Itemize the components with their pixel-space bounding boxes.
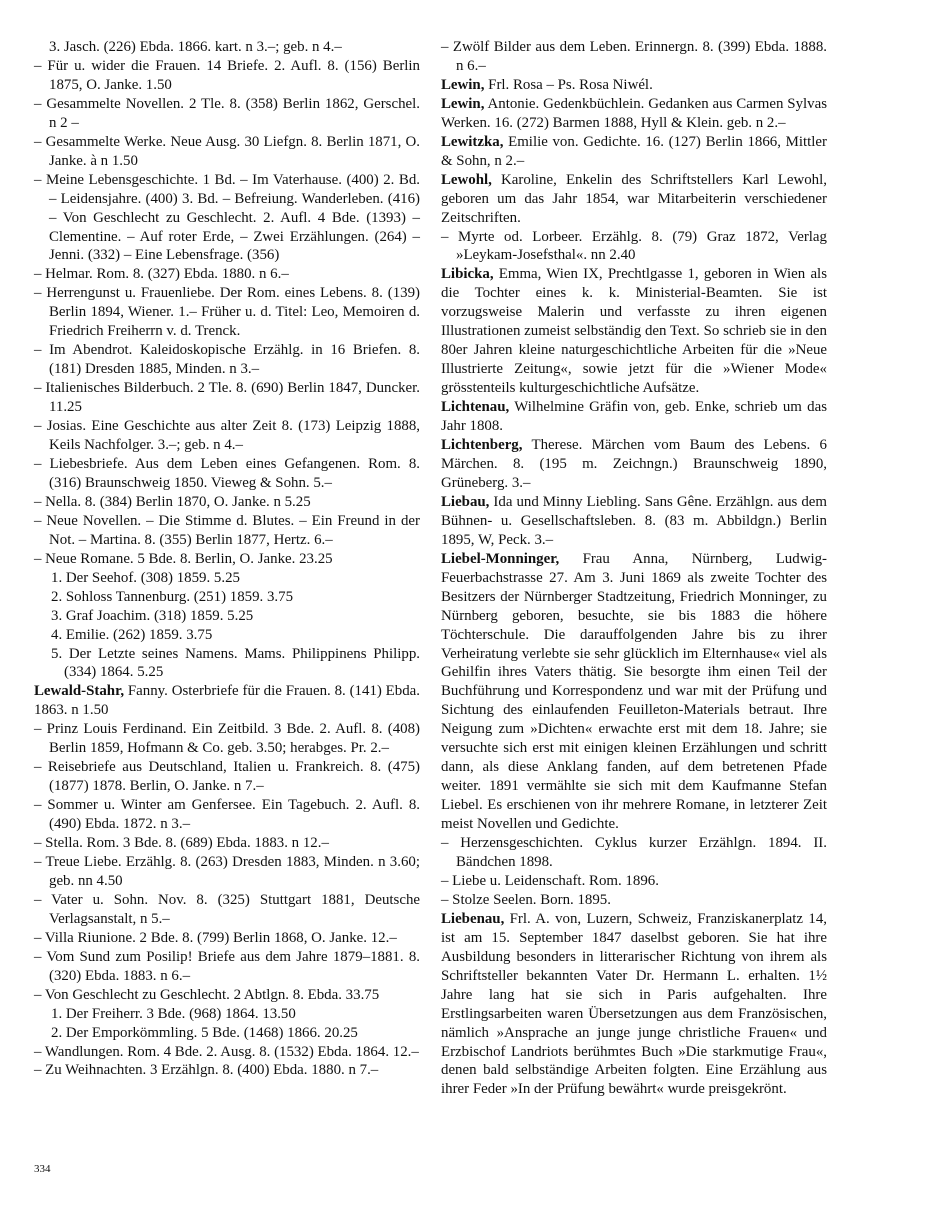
entry-text: 1. Der Seehof. (308) 1859. 5.25 <box>51 569 240 586</box>
work-entry <box>34 512 420 550</box>
numbered-subentry <box>34 1024 420 1043</box>
work-entry <box>34 891 420 929</box>
work-entry <box>34 57 420 95</box>
entry-text: Emma, Wien IX, Prechtlgasse 1, geboren in Wien als die Tochter eines k. k. Ministerial-Beamten. Sie ist vorzugsweise Malerin und verfasste zu ihren eigenen Illustrationen zumeist selbständig den Text. So schrieb sie in den 80er Jahren kleine naturgeschichtliche Arbeiten für die »Neue Illustrierte Zeitung«, sowie jetzt für die »Wiener Mode« grösstenteils kulturgeschichtliche Aufsätze. <box>441 266 827 397</box>
entry-text: Frl. A. von, Luzern, Schweiz, Franziskanerplatz 14, ist am 15. September 1847 daselbst geboren. Sie hat ihre Ausbildung besonders in litterarischer Richtung von ihrem als Schriftsteller bekannten Vater Dr. Hermann L. erhalten. 1½ Jahre lang hat sie sich in Paris aufgehalten. Ihre Erstlingsarbeiten waren Übersetzungen aus dem Französischen, nämlich »Ansprache an junge junge christliche Frauen« und Erzbischof Landriots berühmtes Buch »Die starkmutige Frau«, denen bald selbständige Arbeiten folgten. Eine Erzählung aus ihrer Feder »In der Prüfung bewährt« wurde preisgekrönt. <box>441 910 827 1098</box>
entry-text: Emilie von. Gedichte. 16. (127) Berlin 1866, Mittler & Sohn, n 2.– <box>441 133 827 169</box>
author-name: Lewohl, <box>441 171 492 188</box>
author-name: Libicka, <box>441 266 494 283</box>
numbered-subentry <box>34 645 420 683</box>
entry-text: – Zwölf Bilder aus dem Leben. Erinnergn. 8. (399) Ebda. 1888. n 6.– <box>441 39 827 74</box>
entry-text: – Neue Novellen. – Die Stimme d. Blutes. – Ein Freund in der Not. – Martina. 8. (355) Berlin 1877, Hertz. 6.– <box>34 512 420 548</box>
entry-text: – Italienisches Bilderbuch. 2 Tle. 8. (690) Berlin 1847, Duncker. 11.25 <box>34 380 420 416</box>
entry-text: – Wandlungen. Rom. 4 Bde. 2. Ausg. 8. (1532) Ebda. 1864. 12.– <box>34 1043 419 1060</box>
work-entry <box>34 929 420 948</box>
numbered-subentry <box>34 569 420 588</box>
entry-text: – Stolze Seelen. Born. 1895. <box>441 891 611 908</box>
entry-text: – Zu Weihnachten. 3 Erzählgn. 8. (400) Ebda. 1880. n 7.– <box>34 1062 379 1079</box>
entry-text: 4. Emilie. (262) 1859. 3.75 <box>51 626 213 643</box>
entry-text: – Villa Riunione. 2 Bde. 8. (799) Berlin 1868, O. Janke. 12.– <box>34 929 397 946</box>
work-entry <box>34 853 420 891</box>
left-column <box>34 38 420 1080</box>
entry-text: – Myrte od. Lorbeer. Erzählg. 8. (79) Graz 1872, Verlag »Leykam-Josefsthal«. nn 2.40 <box>441 228 827 264</box>
entry-text: – Herzensgeschichten. Cyklus kurzer Erzählgn. 1894. II. Bändchen 1898. <box>441 835 827 870</box>
entry-text: – Herrengunst u. Frauenliebe. Der Rom. eines Lebens. 8. (139) Berlin 1894, Wiener. 1.– Früher u. d. Titel: Leo, Memoiren d. Friedrich Freiherrn v. d. Trenck. <box>34 285 420 340</box>
entry-text: – Josias. Eine Geschichte aus alter Zeit 8. (173) Leipzig 1888, Keils Nachfolger. 3.–; geb. n 4.– <box>34 418 420 454</box>
work-entry <box>34 455 420 493</box>
author-name: Lewin, <box>441 76 485 93</box>
numbered-subentry <box>34 1005 420 1024</box>
author-entry <box>441 171 827 228</box>
entry-text: – Gesammelte Novellen. 2 Tle. 8. (358) Berlin 1862, Gerschel. n 2 – <box>34 95 420 131</box>
work-entry <box>441 38 827 76</box>
author-entry <box>441 493 827 550</box>
entry-text: – Nella. 8. (384) Berlin 1870, O. Janke. n 5.25 <box>34 493 311 510</box>
work-entry <box>34 986 420 1005</box>
work-entry <box>34 265 420 284</box>
work-entry <box>441 228 827 266</box>
entry-text: – Helmar. Rom. 8. (327) Ebda. 1880. n 6.– <box>34 266 289 283</box>
work-entry <box>34 1043 420 1062</box>
author-entry <box>441 436 827 493</box>
work-entry <box>34 796 420 834</box>
entry-text: – Prinz Louis Ferdinand. Ein Zeitbild. 3 Bde. 2. Aufl. 8. (408) Berlin 1859, Hofmann & Co. geb. 3.50; herabges. Pr. 2.– <box>34 721 420 757</box>
entry-text: – Liebe u. Leidenschaft. Rom. 1896. <box>441 872 659 889</box>
author-name: Lewin, <box>441 95 485 112</box>
work-entry <box>441 872 827 891</box>
work-entry <box>34 38 420 57</box>
work-entry <box>34 758 420 796</box>
entry-text: – Von Geschlecht zu Geschlecht. 2 Abtlgn. 8. Ebda. 33.75 <box>34 986 380 1003</box>
entry-text: 2. Sohloss Tannenburg. (251) 1859. 3.75 <box>51 588 294 605</box>
author-name: Lichtenau, <box>441 399 510 416</box>
work-entry <box>34 379 420 417</box>
entry-text: – Treue Liebe. Erzählg. 8. (263) Dresden 1883, Minden. n 3.60; geb. nn 4.50 <box>34 853 420 889</box>
entry-text: Antonie. Gedenkbüchlein. Gedanken aus Carmen Sylvas Werken. 16. (272) Barmen 1888, Hyll & Klein. geb. n 2.– <box>441 95 827 131</box>
work-entry <box>34 948 420 986</box>
author-name: Lewald-Stahr, <box>34 683 125 700</box>
entry-text: – Stella. Rom. 3 Bde. 8. (689) Ebda. 1883. n 12.– <box>34 835 329 852</box>
work-entry <box>34 550 420 569</box>
work-entry <box>441 834 827 872</box>
entry-text: – Neue Romane. 5 Bde. 8. Berlin, O. Janke. 23.25 <box>34 550 333 567</box>
entry-text: 3. Jasch. (226) Ebda. 1866. kart. n 3.–; geb. n 4.– <box>49 39 342 55</box>
author-name: Liebenau, <box>441 910 505 927</box>
entry-text: Karoline, Enkelin des Schriftstellers Karl Lewohl, geboren um das Jahr 1854, war Mitarbeiterin verschiedener Zeitschriften. <box>441 171 827 226</box>
entry-text: 1. Der Freiherr. 3 Bde. (968) 1864. 13.50 <box>51 1005 296 1022</box>
entry-text: 5. Der Letzte seines Namens. Mams. Philippinens Philipp. (334) 1864. 5.25 <box>51 645 420 681</box>
numbered-subentry <box>34 607 420 626</box>
author-entry <box>441 133 827 171</box>
entry-text: Wilhelmine Gräfin von, geb. Enke, schrieb um das Jahr 1808. <box>441 399 827 435</box>
entry-text: 2. Der Emporkömmling. 5 Bde. (1468) 1866. 20.25 <box>51 1024 358 1041</box>
entry-text: – Meine Lebensgeschichte. 1 Bd. – Im Vaterhause. (400) 2. Bd. – Leidensjahre. (400) 3. Bd. – Befreiung. Wanderleben. (416) – Von Geschlecht zu Geschlecht. 2. Aufl. 4 Bde. (1393) – Clementine. – Auf roter Erde, – Zwei Erzählungen. (264) – Jenni. (332) – Eine Lebensfrage. (356) <box>34 171 420 264</box>
author-entry <box>441 398 827 436</box>
author-name: Lewitzka, <box>441 133 504 150</box>
entry-text: Ida und Minny Liebling. Sans Gêne. Erzählgn. aus dem Bühnen- u. Gesellschaftsleben. 8. (83 m. Abbildgn.) Berlin 1895, W, Peck. 3.– <box>441 493 827 548</box>
author-entry <box>441 76 827 95</box>
work-entry <box>34 834 420 853</box>
entry-text: – Liebesbriefe. Aus dem Leben eines Gefangenen. Rom. 8. (316) Braunschweig 1850. Vieweg & Sohn. 5.– <box>34 455 420 491</box>
entry-text: 3. Graf Joachim. (318) 1859. 5.25 <box>51 607 254 624</box>
work-entry <box>34 1061 420 1080</box>
work-entry <box>34 171 420 266</box>
entry-text: Therese. Märchen vom Baum des Lebens. 6 Märchen. 8. (195 m. Zeichngn.) Braunschweig 1890, Grüneberg. 3.– <box>441 437 827 491</box>
entry-text: – Im Abendrot. Kaleidoskopische Erzählg. in 16 Briefen. 8. (181) Dresden 1885, Minden. n 3.– <box>34 342 420 378</box>
work-entry <box>34 720 420 758</box>
entry-text: – Reisebriefe aus Deutschland, Italien u. Frankreich. 8. (475) (1877) 1878. Berlin, O. Janke. n 7.– <box>34 759 420 795</box>
author-entry <box>34 682 420 720</box>
entry-text: – Sommer u. Winter am Genfersee. Ein Tagebuch. 2. Aufl. 8. (490) Ebda. 1872. n 3.– <box>34 797 420 833</box>
work-entry <box>34 493 420 512</box>
author-entry <box>441 265 827 398</box>
right-column <box>441 38 827 1099</box>
work-entry <box>441 891 827 910</box>
numbered-subentry <box>34 626 420 645</box>
work-entry <box>34 133 420 171</box>
page-number: 334 <box>34 1163 51 1175</box>
work-entry <box>34 95 420 133</box>
author-entry <box>441 550 827 834</box>
entry-text: – Vater u. Sohn. Nov. 8. (325) Stuttgart 1881, Deutsche Verlagsanstalt, n 5.– <box>34 891 420 927</box>
work-entry <box>34 417 420 455</box>
entry-text: – Für u. wider die Frauen. 14 Briefe. 2. Aufl. 8. (156) Berlin 1875, O. Janke. 1.50 <box>34 57 420 93</box>
numbered-subentry <box>34 588 420 607</box>
author-name: Liebau, <box>441 493 490 510</box>
author-entry <box>441 95 827 133</box>
work-entry <box>34 341 420 379</box>
author-entry <box>441 910 827 1100</box>
work-entry <box>34 284 420 341</box>
entry-text: – Vom Sund zum Posilip! Briefe aus dem Jahre 1879–1881. 8. (320) Ebda. 1883. n 6.– <box>34 948 420 984</box>
author-name: Lichtenberg, <box>441 437 523 454</box>
entry-text: – Gesammelte Werke. Neue Ausg. 30 Liefgn. 8. Berlin 1871, O. Janke. à n 1.50 <box>34 133 420 169</box>
entry-text: Frau Anna, Nürnberg, Ludwig-Feuerbachstrasse 27. Am 3. Juni 1869 als zweite Tochter des Besitzers der Nürnberger Stadtzeitung, Friedrich Monninger, zu Nürnberg geboren, besuchte, sie bis 1883 die höhere Töchterschule. Die darauffolgenden Jahre bis zu ihrer Verheiratung verlebte sie sehr glücklich im Elternhause« viel als Gehilfin ihres Vaters thätig. Sie besorgte ihm einen Teil der Buchführung und Korrespondenz und war mit der Prüfung und Sichtung des einlaufenden Feuilleton-Materials betraut. Ihre Neigung zum »Dichten« erwachte erst mit dem 18. Jahre; sie versuchte sich erst mit einigen kleinen Erzählungen und schritt dann, als diese Anklang fanden, auf dem betretenen Pfade weiter. 1891 vermählte sie sich mit dem Kaufmanne Stefan Liebel. Es erschienen von ihr mehrere Romane, in letzterer Zeit meist Novellen und Gedichte. <box>441 550 827 833</box>
entry-text: Frl. Rosa – Ps. Rosa Niwél. <box>484 76 653 93</box>
author-name: Liebel-Monninger, <box>441 550 560 567</box>
entry-text: Fanny. Osterbriefe für die Frauen. 8. (141) Ebda. 1863. n 1.50 <box>34 683 420 719</box>
